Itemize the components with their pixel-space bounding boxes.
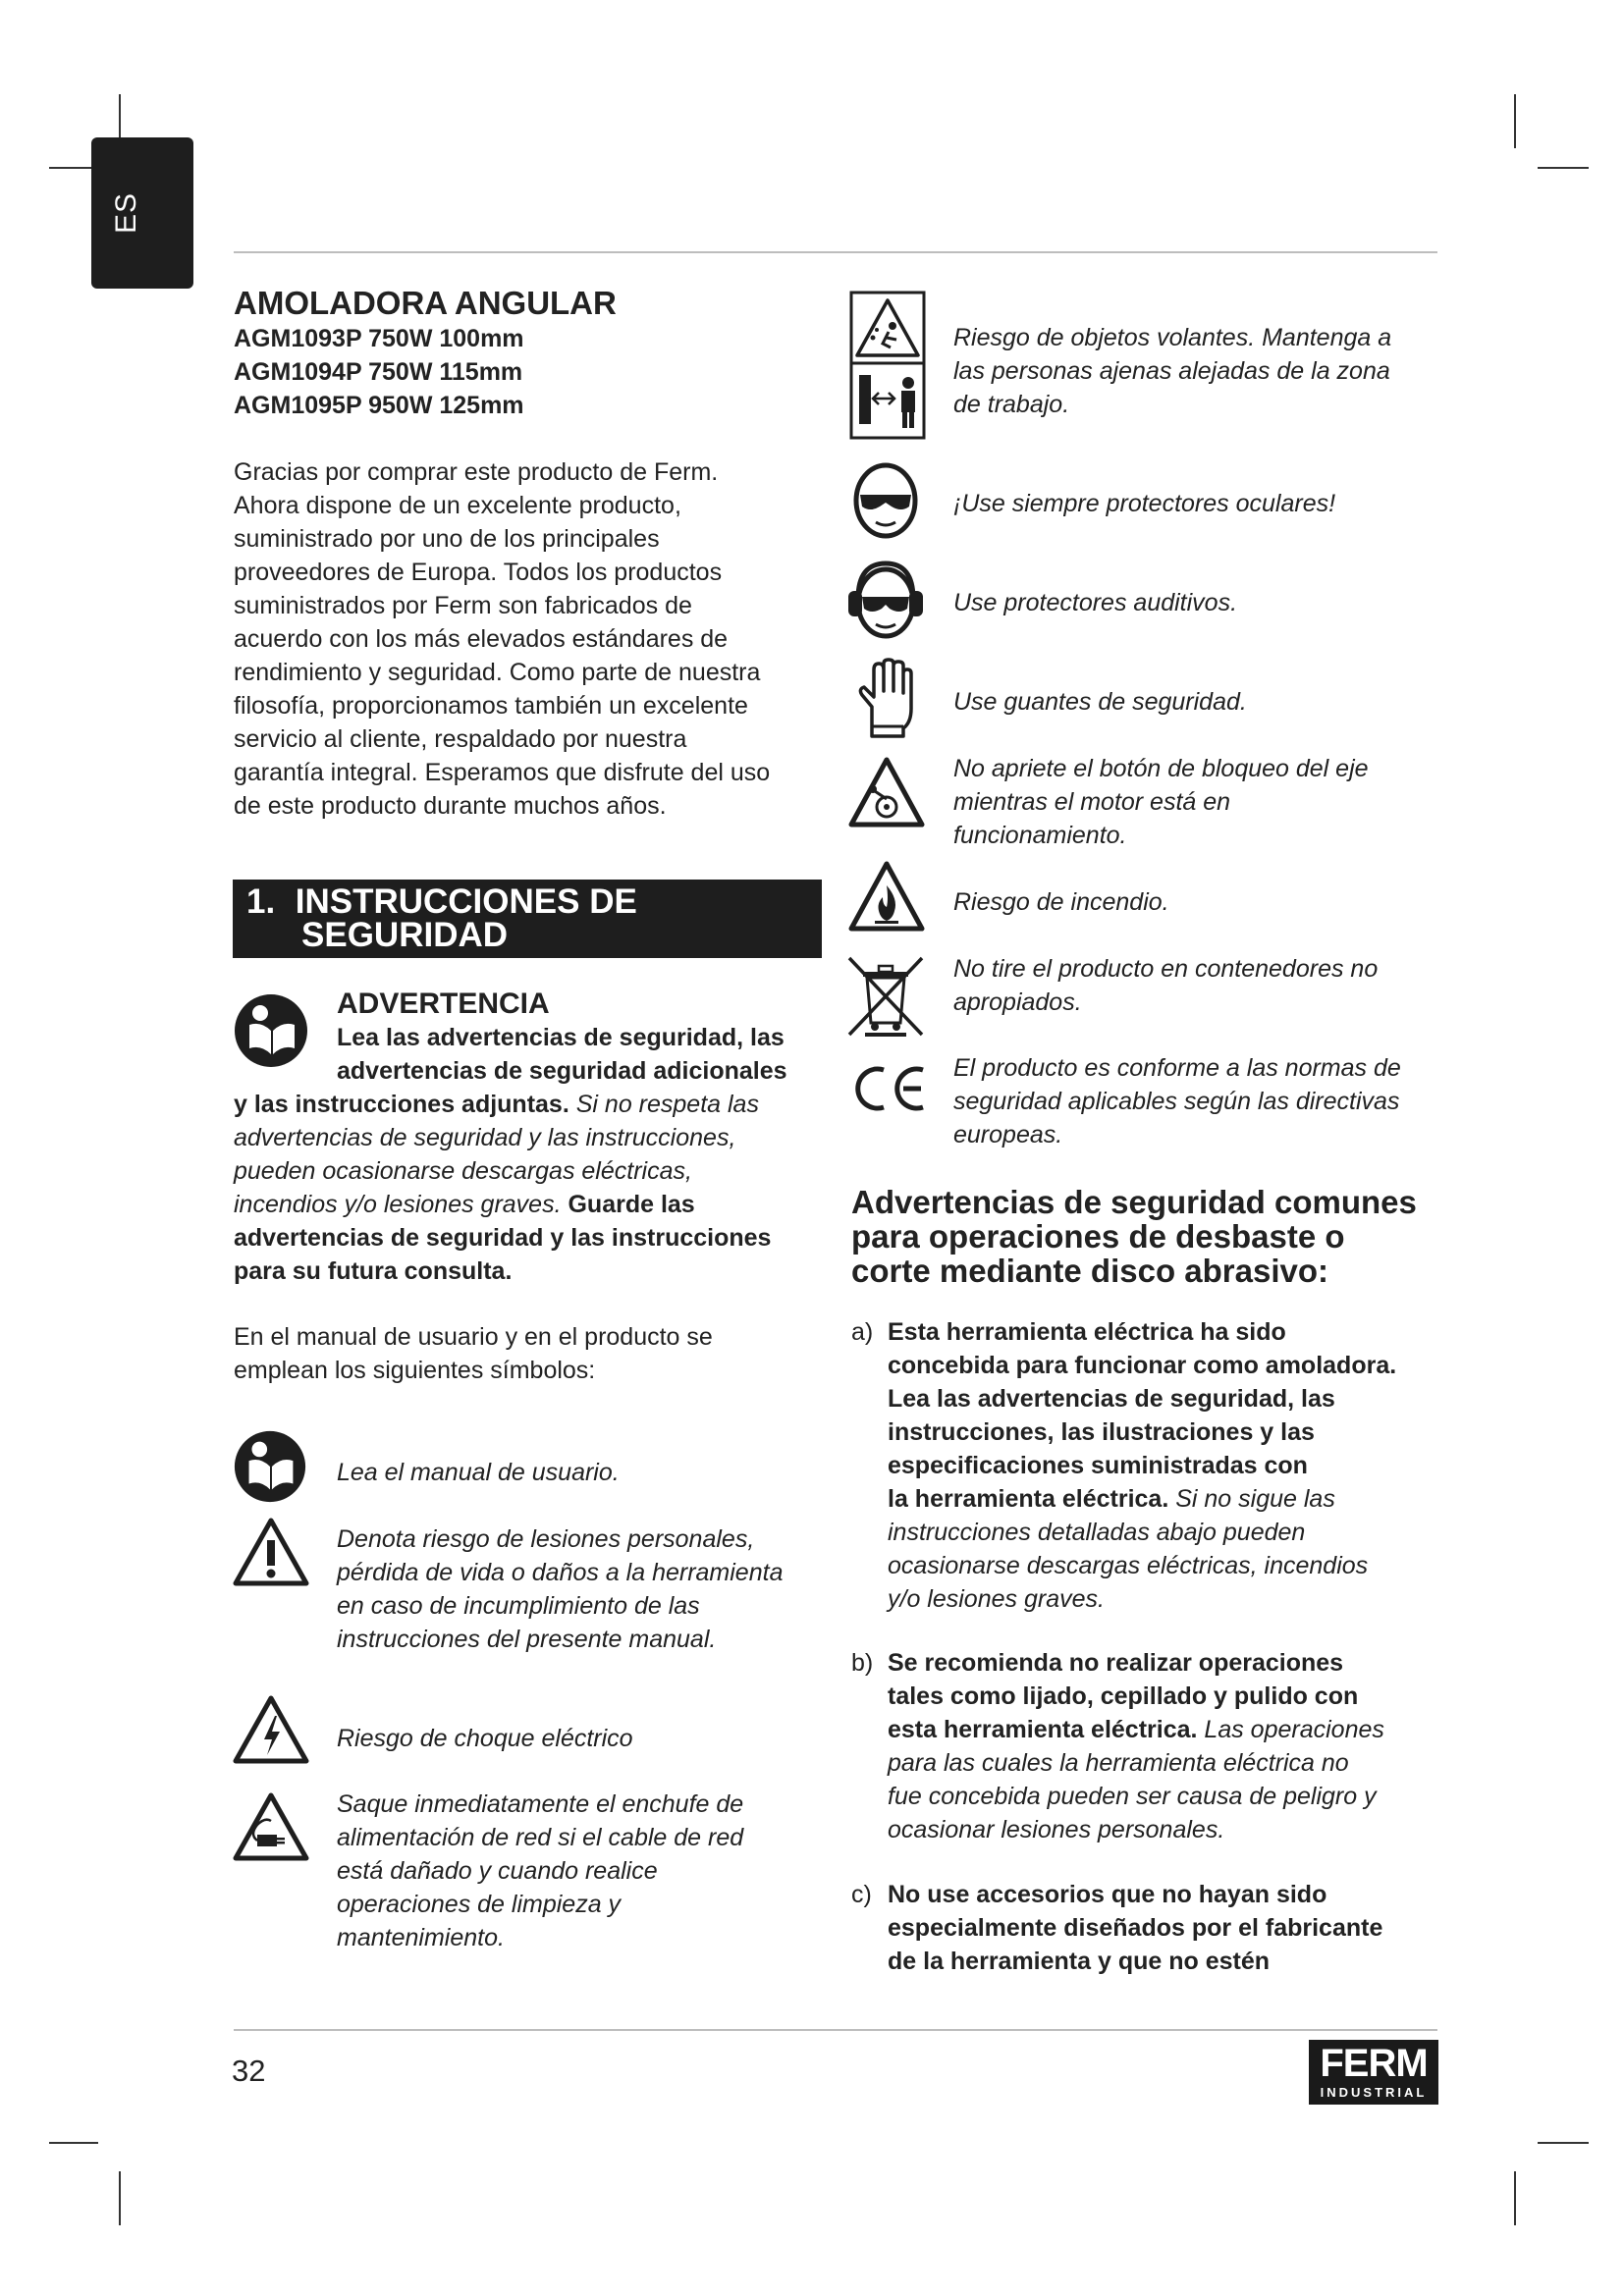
symbol-description (953, 685, 1247, 719)
list-italic-run: instrucciones detalladas abajo pueden (888, 1519, 1306, 1546)
list-item-line (888, 1482, 1447, 1516)
symbol-line: está dañado y cuando realice (337, 1857, 658, 1885)
gloves-icon (856, 658, 919, 740)
symbol-line: Use protectores auditivos. (953, 589, 1238, 616)
list-item-label: a) (851, 1318, 874, 1346)
list-bold-run: especialmente diseñados por el fabricante (888, 1914, 1383, 1942)
list-bold-run: tales como lijado, cepillado y pulido con (888, 1682, 1359, 1710)
left-column (234, 285, 823, 422)
warning-mixed-line (234, 1188, 842, 1221)
list-bold-run: Se recomienda no realizar operaciones (888, 1649, 1344, 1677)
symbol-description (953, 586, 1237, 619)
bottom-rule (234, 2029, 1437, 2031)
section-title-line2: SEGURIDAD (301, 916, 509, 954)
list-item (851, 1878, 1447, 1986)
warning-italic-span: Si no respeta las (568, 1091, 759, 1118)
list-item-line (888, 1646, 1447, 1680)
subheading-line: para operaciones de desbaste o (851, 1218, 1345, 1255)
symbols-intro-line: emplean los siguientes símbolos: (234, 1357, 596, 1384)
model-line: AGM1094P 750W 115mm (234, 358, 523, 386)
symbol-line: El producto es conforme a las normas de (953, 1054, 1401, 1082)
symbol-line: mientras el motor está en (953, 788, 1231, 816)
warning-bold-line: advertencias de seguridad y las instrucciones (234, 1224, 772, 1252)
list-item-line (888, 1315, 1447, 1349)
intro-paragraph (234, 455, 823, 823)
symbols-intro-line: En el manual de usuario y en el producto se (234, 1323, 713, 1351)
intro-line: de este producto durante muchos años. (234, 792, 667, 820)
read-manual-icon (232, 1428, 308, 1505)
flying-objects-icon (849, 291, 926, 440)
list-italic-run: ocasionarse descargas eléctricas, incendios (888, 1552, 1369, 1579)
list-bold-run: especificaciones suministradas con (888, 1452, 1308, 1479)
list-item-text (888, 1315, 1447, 1616)
list-item (851, 1315, 1447, 1620)
symbol-line: funcionamiento. (953, 822, 1127, 849)
list-bold-run: esta herramienta eléctrica. (888, 1716, 1198, 1743)
symbol-line: ¡Use siempre protectores oculares! (953, 490, 1336, 517)
subheading-line: Advertencias de seguridad comunes (851, 1184, 1417, 1220)
list-item-line (888, 1449, 1447, 1482)
list-item-line (888, 1813, 1447, 1846)
symbol-description (953, 487, 1335, 520)
symbol-line: Riesgo de incendio. (953, 888, 1169, 916)
list-item-line (888, 1945, 1447, 1978)
ferm-logo (1309, 2040, 1438, 2105)
symbol-line: mantenimiento. (337, 1924, 505, 1951)
symbol-description (953, 952, 1378, 1019)
language-code: ES (110, 191, 142, 235)
crossed-bin-icon (845, 954, 926, 1039)
intro-line: Gracias por comprar este producto de Ferm. (234, 458, 719, 486)
list-bold-run: instrucciones, las ilustraciones y las (888, 1418, 1315, 1446)
symbol-line: Use guantes de seguridad. (953, 688, 1247, 716)
warning-bold-span: y las instrucciones adjuntas. (234, 1091, 569, 1118)
logo-sub-text: INDUSTRIAL (1320, 2085, 1428, 2100)
symbol-line: operaciones de limpieza y (337, 1891, 622, 1918)
document-title: AMOLADORA ANGULAR (234, 285, 617, 321)
intro-line: filosofía, proporcionamos también un excelente (234, 692, 748, 720)
top-rule (234, 251, 1437, 253)
list-italic-run: ocasionar lesiones personales. (888, 1816, 1225, 1843)
symbol-line: No tire el producto en contenedores no (953, 955, 1379, 983)
model-list (234, 322, 823, 422)
symbol-description (953, 321, 1391, 421)
intro-line: suministrado por uno de los principales (234, 525, 660, 553)
list-item-line (888, 1382, 1447, 1415)
ear-protection-icon (844, 560, 927, 642)
unplug-icon (232, 1791, 310, 1862)
warning-text (234, 1021, 842, 1288)
warning-bold-span: Guarde las (561, 1191, 695, 1218)
section-number: 1. (246, 882, 276, 921)
electric-shock-icon (232, 1694, 310, 1765)
symbol-line: alimentación de red si el cable de red (337, 1824, 744, 1851)
warning-bold-line: Lea las advertencias de seguridad, las (337, 1024, 785, 1051)
warning-triangle-icon (232, 1517, 310, 1587)
symbol-description (953, 1051, 1401, 1151)
warning-bold-line: advertencias de seguridad adicionales (337, 1057, 787, 1085)
list-item-text (888, 1878, 1447, 1978)
list-item-text (888, 1646, 1447, 1846)
symbol-line: europeas. (953, 1121, 1063, 1148)
symbol-line: de trabajo. (953, 391, 1070, 418)
list-italic-run: para las cuales la herramienta eléctrica no (888, 1749, 1349, 1777)
list-item-line (888, 1680, 1447, 1713)
symbol-line: apropiados. (953, 988, 1082, 1016)
symbol-line: Riesgo de objetos volantes. Mantenga a (953, 324, 1392, 351)
intro-line: rendimiento y seguridad. Como parte de nuestra (234, 659, 761, 686)
crop-mark (119, 2171, 121, 2225)
symbol-description (337, 1456, 620, 1489)
intro-line: servicio al cliente, respaldado por nuestra (234, 725, 687, 753)
warning-heading: ADVERTENCIA (337, 988, 550, 1020)
eye-protection-icon (850, 461, 921, 540)
crop-mark (49, 2142, 98, 2144)
crop-mark (1538, 2142, 1589, 2144)
model-line: AGM1093P 750W 100mm (234, 325, 524, 352)
list-item-label: b) (851, 1649, 874, 1677)
intro-line: proveedores de Europa. Todos los productos (234, 559, 723, 586)
symbol-line: No apriete el botón de bloqueo del eje (953, 755, 1369, 782)
list-italic-run: fue concebida pueden ser causa de peligro y (888, 1783, 1377, 1810)
list-italic-run: y/o lesiones graves. (888, 1585, 1105, 1613)
warning-bold-line: para su futura consulta. (234, 1257, 513, 1285)
list-italic-run: Si no sigue las (1168, 1485, 1335, 1513)
ce-mark-icon (850, 1064, 929, 1113)
fire-icon (847, 860, 926, 933)
intro-line: suministrados por Ferm son fabricados de (234, 592, 692, 619)
symbol-description (953, 885, 1169, 919)
language-tab (91, 137, 193, 289)
warning-italic-line: advertencias de seguridad y las instrucciones, (234, 1124, 736, 1151)
symbol-line: seguridad aplicables según las directivas (953, 1088, 1400, 1115)
list-bold-run: No use accesorios que no hayan sido (888, 1881, 1327, 1908)
symbol-line: las personas ajenas alejadas de la zona (953, 357, 1390, 385)
list-bold-run: de la herramienta y que no estén (888, 1948, 1271, 1975)
list-bold-run: Esta herramienta eléctrica ha sido (888, 1318, 1286, 1346)
list-bold-run: concebida para funcionar como amoladora. (888, 1352, 1397, 1379)
list-item-line (888, 1582, 1447, 1616)
symbol-description (953, 752, 1369, 852)
symbol-line: Denota riesgo de lesiones personales, (337, 1525, 755, 1553)
list-item-line (888, 1415, 1447, 1449)
intro-line: Ahora dispone de un excelente producto, (234, 492, 681, 519)
symbol-line: Saque inmediatamente el enchufe de (337, 1790, 744, 1818)
intro-line: acuerdo con los más elevados estándares de (234, 625, 729, 653)
crop-mark (1538, 167, 1589, 169)
list-item-line (888, 1349, 1447, 1382)
list-item-line (888, 1746, 1447, 1780)
list-italic-run: Las operaciones (1197, 1716, 1384, 1743)
symbol-line: pérdida de vida o daños a la herramienta (337, 1559, 784, 1586)
list-item-line (888, 1878, 1447, 1911)
warning-italic-line: pueden ocasionarse descargas eléctricas, (234, 1157, 692, 1185)
list-item-line (888, 1516, 1447, 1549)
list-item-line (888, 1549, 1447, 1582)
symbol-line: en caso de incumplimiento de las (337, 1592, 700, 1620)
warning-italic-span: incendios y/o lesiones graves. (234, 1191, 562, 1218)
list-bold-run: la herramienta eléctrica. (888, 1485, 1169, 1513)
logo-main-text: FERM (1320, 2042, 1428, 2085)
symbol-line: Riesgo de choque eléctrico (337, 1725, 633, 1752)
page-number: 32 (232, 2054, 266, 2088)
subheading (851, 1185, 1440, 1288)
crop-mark (1514, 94, 1516, 148)
list-item-label: c) (851, 1881, 872, 1908)
symbol-description (337, 1788, 743, 1954)
symbol-line: instrucciones del presente manual. (337, 1626, 717, 1653)
section-title-line1: INSTRUCCIONES DE (295, 882, 637, 921)
list-item-line (888, 1911, 1447, 1945)
list-item-line (888, 1713, 1447, 1746)
section-heading-safety (233, 880, 822, 958)
symbol-description (337, 1722, 633, 1755)
warning-mixed-line (234, 1088, 842, 1121)
intro-line: garantía integral. Esperamos que disfrute del uso (234, 759, 771, 786)
symbol-description (337, 1522, 783, 1656)
list-item (851, 1646, 1447, 1852)
symbols-intro (234, 1320, 823, 1387)
list-bold-run: Lea las advertencias de seguridad, las (888, 1385, 1335, 1413)
crop-mark (1514, 2171, 1516, 2225)
model-line: AGM1095P 950W 125mm (234, 392, 524, 419)
subheading-line: corte mediante disco abrasivo: (851, 1253, 1328, 1289)
symbol-line: Lea el manual de usuario. (337, 1459, 620, 1486)
list-item-line (888, 1780, 1447, 1813)
spindle-lock-icon (847, 756, 926, 828)
